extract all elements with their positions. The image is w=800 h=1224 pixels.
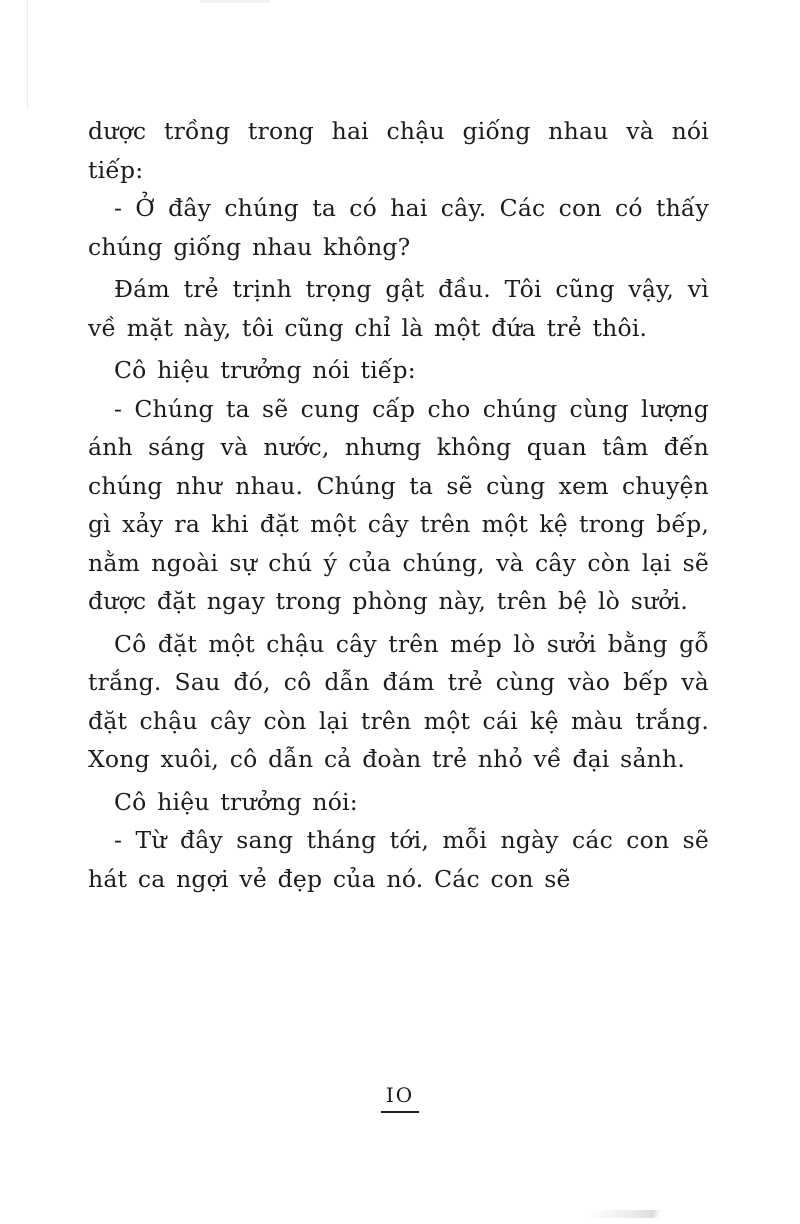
page-footer — [370, 1083, 430, 1113]
paragraph-4: Cô hiệu trưởng nói tiếp: — [114, 356, 416, 384]
scan-smudge — [584, 1210, 662, 1218]
page-body-text — [88, 112, 709, 898]
paragraph-2: - Ở đây chúng ta có hai cây. Các con có thấy chúng giống nhau không? — [88, 194, 709, 261]
paragraph-8: - Từ đây sang tháng tới, mỗi ngày các con sẽ hát ca ngợi vẻ đẹp của nó. Các con sẽ — [88, 826, 709, 893]
page-number: IO — [385, 1083, 415, 1107]
scan-edge-top — [200, 0, 270, 3]
paragraph-3: Đám trẻ trịnh trọng gật đầu. Tôi cũng vậy, vì về mặt này, tôi cũng chỉ là một đứa trẻ thôi. — [88, 275, 709, 342]
page-number-underline — [381, 1111, 419, 1113]
paragraph-1: dược trồng trong hai chậu giống nhau và nói tiếp: — [88, 117, 709, 184]
paragraph-7: Cô hiệu trưởng nói: — [114, 787, 358, 816]
scan-edge-left — [27, 0, 28, 110]
paragraph-5: - Chúng ta sẽ cung cấp cho chúng cùng lượng ánh sáng và nước, nhưng không quan tâm đến chúng như nhau. Chúng ta sẽ cùng xem chuyện gì xảy ra khi đặt một cây trên một kệ trong bếp, nằm ngoài sự chú ý của chúng, và cây còn lại sẽ được đặt ngay trong phòng này, trên bệ lò sưởi. — [88, 394, 709, 615]
paragraph-6: Cô đặt một chậu cây trên mép lò sưởi bằng gỗ trắng. Sau đó, cô dẫn đám trẻ cùng vào bếp và đặt chậu cây còn lại trên một cái kệ màu trắng. Xong xuôi, cô dẫn cả đoàn trẻ nhỏ về đại sảnh. — [88, 629, 709, 773]
